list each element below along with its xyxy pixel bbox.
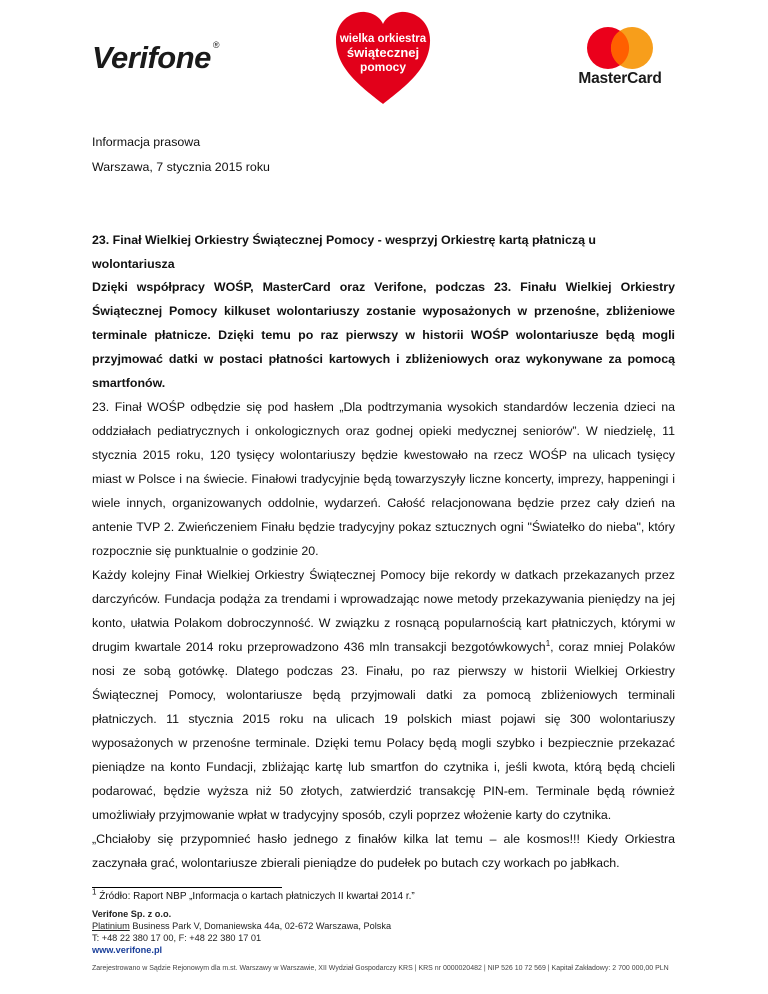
footnote-divider bbox=[92, 887, 282, 888]
paragraph-2-part-1: Każdy kolejny Finał Wielkiej Orkiestry Świątecznej Pomocy bije rekordy w datkach przekazanych przez darczyńców. Fundacja podąża za trendami i wprowadzając nowe metody przekazywania pieniędzy na jej konto, ułatwia Polakom dobroczynność. W związku z rosnącą popularnością kart płatniczych, którymi w drugim kwartale 2014 roku przeprowadzono 436 mln transakcji bezgotówkowych bbox=[92, 568, 675, 654]
footnote-number: 1 bbox=[92, 887, 97, 897]
dateline: Warszawa, 7 stycznia 2015 roku bbox=[92, 160, 270, 174]
press-release-label: Informacja prasowa bbox=[92, 135, 201, 149]
footer-registration: Zarejestrowano w Sądzie Rejonowym dla m.st. Warszawy w Warszawie, XII Wydział Gospodarczy KRS | KRS nr 0000020482 | NIP 526 10 72 569 | Kapitał Zakładowy: 2 700 000,00 PLN bbox=[92, 965, 669, 972]
footer-phone: T: +48 22 380 17 00, F: +48 22 380 17 01 bbox=[92, 933, 262, 943]
footnote-reference: 1 bbox=[545, 638, 551, 648]
company-footer bbox=[92, 908, 391, 956]
paragraph-2 bbox=[92, 563, 675, 827]
footer-company-name: Verifone Sp. z o.o. bbox=[92, 909, 172, 919]
footnote bbox=[92, 887, 415, 902]
registered-mark: ® bbox=[212, 40, 220, 50]
headline: 23. Finał Wielkiej Orkiestry Świątecznej Pomocy - wesprzyj Orkiestrę kartą płatniczą u wolontariusza bbox=[92, 233, 596, 271]
wosp-logo-line-2: świątecznej bbox=[346, 45, 420, 60]
lead-paragraph: Dzięki współpracy WOŚP, MasterCard oraz Verifone, podczas 23. Finału Wielkiej Orkiestry Świątecznej Pomocy kilkuset wolontariuszy zostanie wyposażonych w przenośne, zbliżeniowe terminale płatnicze. Dzięki temu po raz pierwszy w historii WOŚP wolontariusze będą mogli przyjmować datki w postaci płatności kartowych i zbliżeniowych oraz wykonywane za pomocą smartfonów. bbox=[92, 280, 675, 390]
footer-address bbox=[92, 920, 391, 932]
mastercard-circles-icon bbox=[586, 26, 654, 70]
wosp-logo-line-3: pomocy bbox=[359, 60, 407, 74]
footer-website-link[interactable]: www.verifone.pl bbox=[92, 945, 163, 955]
heart-icon bbox=[333, 8, 433, 108]
paragraph-2-part-2: , coraz mniej Polaków nosi ze sobą gotówkę. Dlatego podczas 23. Finału, po raz pierwszy w historii Wielkiej Orkiestry Świątecznej Pomocy, wolontariusze będą przyjmowali datki za pomocą zbliżeniowych terminali płatniczych. 11 stycznia 2015 roku na ulicach 19 polskich miast pojawi się 300 wolontariuszy wyposażonych w przenośne terminale. Dzięki temu Polacy będą mogli szybko i bezpiecznie przekazać pieniądze na konto Fundacji, zbliżając kartę lub smartfon do czytnika i, jeśli kwota, którą będą chcieli podarować, będzie wyższa niż 50 złotych, zatwierdzić transakcję PIN-em. Terminale będą również umożliwiały przyjmowanie wpłat w tradycyjny sposób, czyli poprzez włożenie karty do czytnika. bbox=[92, 640, 675, 822]
paragraph-3: „Chciałoby się przypomnieć hasło jednego z finałów kilka lat temu – ale kosmos!!! Kiedy Orkiestra zaczynała grać, wolontariusze zbierali pieniądze do pudełek po butach czy workach po jabłkach. bbox=[92, 832, 675, 870]
footnote-text: Źródło: Raport NBP „Informacja o kartach płatniczych II kwartał 2014 r.” bbox=[96, 891, 415, 902]
mastercard-logo bbox=[568, 26, 672, 96]
footer-address-rest: Business Park V, Domaniewska 44a, 02-672 Warszawa, Polska bbox=[129, 921, 392, 931]
paragraph-1: 23. Finał WOŚP odbędzie się pod hasłem „Dla podtrzymania wysokich standardów leczenia dzieci na oddziałach pediatrycznych i onkologicznych oraz godnej opieki medycznej seniorów”. W niedzielę, 11 stycznia 2015 roku, 120 tysięcy wolontariuszy będzie kwestowało na rzecz WOŚP na ulicach tysięcy miast w Polsce i na świecie. Finałowi tradycyjnie będą towarzyszyły liczne koncerty, imprezy, happeningi i wiele innych, organizowanych oddolnie, wydarzeń. Całość relacjonowana będzie przez cały dzień na antenie TVP 2. Zwieńczeniem Finału będzie tradycyjny pokaz sztucznych ogni "Światełko do nieba", który rozpocznie się punktualnie o godzinie 20. bbox=[92, 400, 675, 558]
mastercard-wordmark: MasterCard bbox=[578, 70, 662, 87]
verifone-logo: Verifone ® bbox=[92, 40, 220, 75]
wosp-logo-line-1: wielka orkiestra bbox=[339, 33, 427, 45]
footer-address-underlined: Platinium bbox=[92, 921, 130, 931]
wosp-heart-logo bbox=[333, 8, 433, 108]
